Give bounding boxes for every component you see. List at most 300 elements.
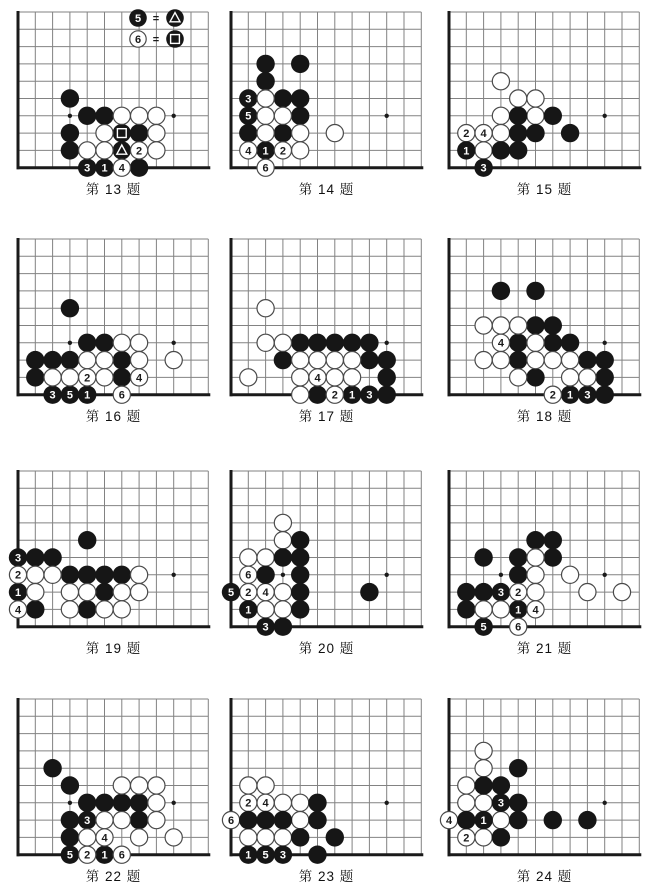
move-number: 1 [245, 604, 252, 617]
white-stone [113, 811, 130, 828]
black-stone [256, 55, 274, 73]
black-stone [526, 124, 544, 142]
white-stone [130, 829, 147, 846]
go-diagram [221, 2, 435, 197]
black-stone [274, 351, 292, 369]
move-number: 3 [366, 389, 373, 402]
black-stone [61, 351, 79, 369]
move-number: 2 [331, 389, 338, 402]
white-stone [492, 351, 509, 368]
black-stone [256, 72, 274, 90]
go-diagram [221, 689, 435, 884]
white-stone [326, 386, 343, 403]
move-number: 3 [245, 93, 252, 106]
white-stone [613, 583, 630, 600]
black-stone [457, 811, 475, 829]
move-number: 2 [463, 832, 470, 845]
black-stone [78, 158, 96, 176]
white-stone [257, 777, 274, 794]
white-stone [165, 829, 182, 846]
black-stone [544, 107, 562, 125]
white-stone [458, 794, 475, 811]
black-stone [544, 531, 562, 549]
hoshi-dot [171, 801, 175, 805]
white-stone [292, 386, 309, 403]
black-stone [239, 124, 257, 142]
black-stone [291, 531, 309, 549]
go-board [221, 2, 435, 178]
diagram-caption: 第 18 题 [516, 408, 573, 424]
black-stone [578, 385, 596, 403]
white-stone [148, 794, 165, 811]
black-stone [377, 351, 395, 369]
hoshi-dot [68, 114, 72, 118]
black-stone [78, 385, 96, 403]
black-stone [308, 811, 326, 829]
move-number: 2 [136, 145, 143, 158]
black-stone [474, 158, 492, 176]
black-stone [61, 89, 79, 107]
white-stone [148, 811, 165, 828]
hoshi-dot [602, 801, 606, 805]
move-number: 4 [532, 604, 539, 617]
black-stone [95, 845, 113, 863]
white-stone [274, 829, 291, 846]
black-stone [509, 811, 527, 829]
black-stone [474, 776, 492, 794]
black-stone [274, 811, 292, 829]
black-stone [26, 351, 44, 369]
move-number: 2 [84, 372, 91, 385]
go-board [8, 461, 222, 637]
black-stone [377, 385, 395, 403]
white-stone [343, 351, 360, 368]
move-number: 3 [497, 797, 504, 810]
black-stone [509, 351, 527, 369]
white-stone [130, 583, 147, 600]
black-stone [113, 124, 131, 142]
white-stone [27, 566, 44, 583]
black-stone [291, 566, 309, 584]
black-stone [26, 600, 44, 618]
go-diagram [439, 689, 653, 884]
white-stone [79, 583, 96, 600]
black-stone [166, 30, 184, 48]
black-stone [95, 583, 113, 601]
white-stone [113, 777, 130, 794]
move-number: 4 [314, 372, 321, 385]
white-stone [527, 601, 544, 618]
white-stone [61, 601, 78, 618]
white-stone [113, 601, 130, 618]
hoshi-dot [499, 573, 503, 577]
move-number: 4 [136, 372, 143, 385]
white-stone [257, 794, 274, 811]
white-stone [240, 583, 257, 600]
white-stone [257, 124, 274, 141]
black-stone [492, 776, 510, 794]
black-stone [95, 107, 113, 125]
white-stone [44, 566, 61, 583]
black-stone [256, 811, 274, 829]
move-number: 5 [480, 621, 487, 634]
white-stone [148, 124, 165, 141]
go-diagram [439, 229, 653, 424]
black-stone [595, 368, 613, 386]
go-board [439, 689, 653, 865]
white-stone [257, 829, 274, 846]
move-number: 5 [134, 12, 142, 25]
white-stone [130, 777, 147, 794]
diagram-caption: 第 24 题 [516, 868, 573, 884]
diagram-caption: 第 15 题 [516, 181, 573, 197]
black-stone [509, 548, 527, 566]
hoshi-dot [171, 341, 175, 345]
white-stone [561, 351, 578, 368]
white-stone [79, 351, 96, 368]
white-stone [257, 583, 274, 600]
white-stone [240, 794, 257, 811]
black-stone [308, 334, 326, 352]
white-stone [510, 90, 527, 107]
white-stone [292, 351, 309, 368]
white-stone [492, 601, 509, 618]
go-diagram [8, 229, 222, 424]
move-number: 5 [66, 849, 73, 862]
black-stone [274, 617, 292, 635]
black-stone [308, 794, 326, 812]
black-stone [130, 124, 148, 142]
hoshi-dot [602, 341, 606, 345]
move-number: 5 [245, 110, 252, 123]
black-stone [129, 9, 147, 27]
diagram-caption: 第 16 题 [85, 408, 142, 424]
diagram-caption: 第 13 题 [85, 181, 142, 197]
black-stone [544, 548, 562, 566]
equals-sign: = [152, 13, 160, 25]
black-stone [308, 385, 326, 403]
black-stone [291, 334, 309, 352]
move-number: 4 [262, 586, 269, 599]
black-stone [95, 794, 113, 812]
move-number: 6 [515, 621, 522, 634]
white-stone [240, 549, 257, 566]
black-stone [274, 124, 292, 142]
move-number: 3 [480, 162, 487, 175]
black-stone [239, 600, 257, 618]
white-stone [240, 829, 257, 846]
white-stone [579, 583, 596, 600]
black-stone [578, 811, 596, 829]
white-stone [274, 532, 291, 549]
black-stone [113, 141, 131, 159]
black-stone [291, 600, 309, 618]
white-stone [240, 566, 257, 583]
white-stone [292, 369, 309, 386]
black-stone [509, 107, 527, 125]
go-diagram [8, 461, 222, 656]
black-stone [239, 845, 257, 863]
black-stone [26, 548, 44, 566]
white-stone [492, 811, 509, 828]
diagram-caption: 第 22 题 [85, 868, 142, 884]
move-number: 2 [14, 569, 22, 582]
white-stone [458, 829, 475, 846]
black-stone [43, 759, 61, 777]
black-stone [308, 845, 326, 863]
black-stone [256, 566, 274, 584]
white-stone [274, 794, 291, 811]
white-stone [492, 334, 509, 351]
move-number: 1 [349, 389, 356, 402]
white-stone [130, 31, 146, 47]
white-stone [165, 351, 182, 368]
move-number: 6 [118, 849, 125, 862]
move-number: 5 [66, 389, 73, 402]
black-stone [78, 566, 96, 584]
white-stone [475, 317, 492, 334]
legend-graphic [118, 6, 196, 52]
move-number: 1 [463, 145, 470, 158]
go-board [439, 2, 653, 178]
hoshi-dot [171, 114, 175, 118]
go-board [221, 689, 435, 865]
diagram-caption: 第 17 题 [298, 408, 355, 424]
hoshi-dot [171, 573, 175, 577]
black-stone [78, 531, 96, 549]
white-stone [240, 369, 257, 386]
black-stone [544, 316, 562, 334]
white-stone [475, 829, 492, 846]
move-number: 1 [262, 145, 269, 158]
black-stone [291, 107, 309, 125]
black-stone [492, 583, 510, 601]
black-stone [256, 617, 274, 635]
hoshi-dot [384, 341, 388, 345]
white-stone [475, 351, 492, 368]
white-stone [326, 124, 343, 141]
white-stone [475, 124, 492, 141]
black-stone [61, 828, 79, 846]
black-stone [78, 334, 96, 352]
black-stone [113, 351, 131, 369]
white-stone [527, 107, 544, 124]
black-stone [43, 548, 61, 566]
white-stone [130, 334, 147, 351]
white-stone [326, 351, 343, 368]
black-stone [291, 55, 309, 73]
white-stone [222, 811, 239, 828]
hoshi-dot [68, 341, 72, 345]
go-board [221, 229, 435, 405]
black-stone [130, 794, 148, 812]
black-stone [78, 811, 96, 829]
move-number: 2 [84, 849, 91, 862]
move-number: 5 [262, 849, 269, 862]
black-stone [239, 89, 257, 107]
move-number: 6 [134, 33, 142, 46]
black-stone [256, 845, 274, 863]
move-number: 2 [245, 586, 252, 599]
black-stone [326, 334, 344, 352]
black-stone [166, 9, 184, 27]
black-stone [95, 158, 113, 176]
move-number: 4 [101, 832, 108, 845]
black-stone [526, 316, 544, 334]
go-diagram [221, 461, 435, 656]
white-stone [274, 583, 291, 600]
white-stone [113, 846, 130, 863]
black-stone [526, 531, 544, 549]
white-stone [475, 760, 492, 777]
black-stone [95, 566, 113, 584]
black-stone [291, 89, 309, 107]
black-stone [509, 600, 527, 618]
move-number: 1 [101, 162, 108, 175]
black-stone [492, 828, 510, 846]
move-number: 2 [463, 127, 470, 140]
black-stone [595, 351, 613, 369]
move-number: 2 [549, 389, 556, 402]
black-stone [561, 334, 579, 352]
white-stone [44, 369, 61, 386]
go-board [439, 229, 653, 405]
black-stone [130, 158, 148, 176]
white-stone [458, 124, 475, 141]
white-stone [148, 142, 165, 159]
hoshi-dot [68, 801, 72, 805]
move-number: 4 [480, 127, 487, 140]
move-number: 4 [118, 162, 125, 175]
black-stone [61, 141, 79, 159]
white-stone [561, 369, 578, 386]
hoshi-dot [281, 573, 285, 577]
move-number: 3 [49, 389, 56, 402]
black-stone [474, 617, 492, 635]
white-stone [148, 777, 165, 794]
white-stone [96, 142, 113, 159]
go-board [439, 461, 653, 637]
black-stone [26, 368, 44, 386]
hoshi-dot [602, 114, 606, 118]
white-stone [257, 300, 274, 317]
white-stone [292, 124, 309, 141]
black-stone [360, 583, 378, 601]
black-stone [509, 124, 527, 142]
white-stone [492, 317, 509, 334]
white-stone [292, 142, 309, 159]
black-stone [377, 368, 395, 386]
white-stone [292, 811, 309, 828]
black-stone [509, 334, 527, 352]
white-stone [257, 334, 274, 351]
black-stone [61, 385, 79, 403]
move-number: 3 [279, 849, 286, 862]
white-stone [113, 107, 130, 124]
white-stone [527, 583, 544, 600]
white-stone [527, 566, 544, 583]
black-stone [457, 141, 475, 159]
white-stone [257, 159, 274, 176]
white-stone [148, 107, 165, 124]
white-stone [9, 566, 26, 583]
diagram-caption: 第 20 题 [298, 640, 355, 656]
black-stone [130, 811, 148, 829]
black-stone [61, 566, 79, 584]
white-stone [527, 549, 544, 566]
black-stone [61, 811, 79, 829]
white-stone [113, 386, 130, 403]
black-stone [360, 385, 378, 403]
white-stone [96, 601, 113, 618]
move-number: 3 [497, 586, 504, 599]
go-diagram [439, 461, 653, 656]
white-stone [96, 811, 113, 828]
black-stone [239, 107, 257, 125]
white-stone [475, 601, 492, 618]
black-stone [360, 334, 378, 352]
white-stone [130, 369, 147, 386]
white-stone [492, 73, 509, 90]
move-number: 3 [84, 814, 91, 827]
move-number: 1 [84, 389, 91, 402]
black-stone [239, 811, 257, 829]
black-stone [274, 548, 292, 566]
black-stone [457, 583, 475, 601]
white-stone [475, 742, 492, 759]
white-stone [257, 90, 274, 107]
black-stone [457, 600, 475, 618]
white-stone [475, 142, 492, 159]
black-stone [343, 385, 361, 403]
white-stone [309, 369, 326, 386]
white-stone [96, 369, 113, 386]
diagram-caption: 第 14 题 [298, 181, 355, 197]
white-stone [130, 107, 147, 124]
diagram-caption: 第 19 题 [85, 640, 142, 656]
white-stone [113, 334, 130, 351]
move-number: 4 [262, 797, 269, 810]
white-stone [475, 794, 492, 811]
white-stone [492, 107, 509, 124]
black-stone [43, 351, 61, 369]
move-number: 4 [445, 814, 453, 827]
black-stone [474, 548, 492, 566]
black-stone [222, 583, 240, 601]
white-stone [9, 601, 26, 618]
white-stone [61, 369, 78, 386]
white-stone [274, 142, 291, 159]
black-stone [595, 385, 613, 403]
black-stone [61, 845, 79, 863]
black-stone [95, 334, 113, 352]
hoshi-dot [384, 801, 388, 805]
white-stone [326, 369, 343, 386]
white-stone [561, 566, 578, 583]
black-stone [509, 794, 527, 812]
white-stone [527, 90, 544, 107]
white-stone [544, 351, 561, 368]
white-stone [130, 566, 147, 583]
white-stone [292, 794, 309, 811]
hoshi-dot [384, 573, 388, 577]
black-stone [113, 566, 131, 584]
black-stone [509, 759, 527, 777]
move-number: 3 [14, 552, 22, 565]
black-stone [291, 548, 309, 566]
white-stone [240, 142, 257, 159]
black-stone [61, 124, 79, 142]
